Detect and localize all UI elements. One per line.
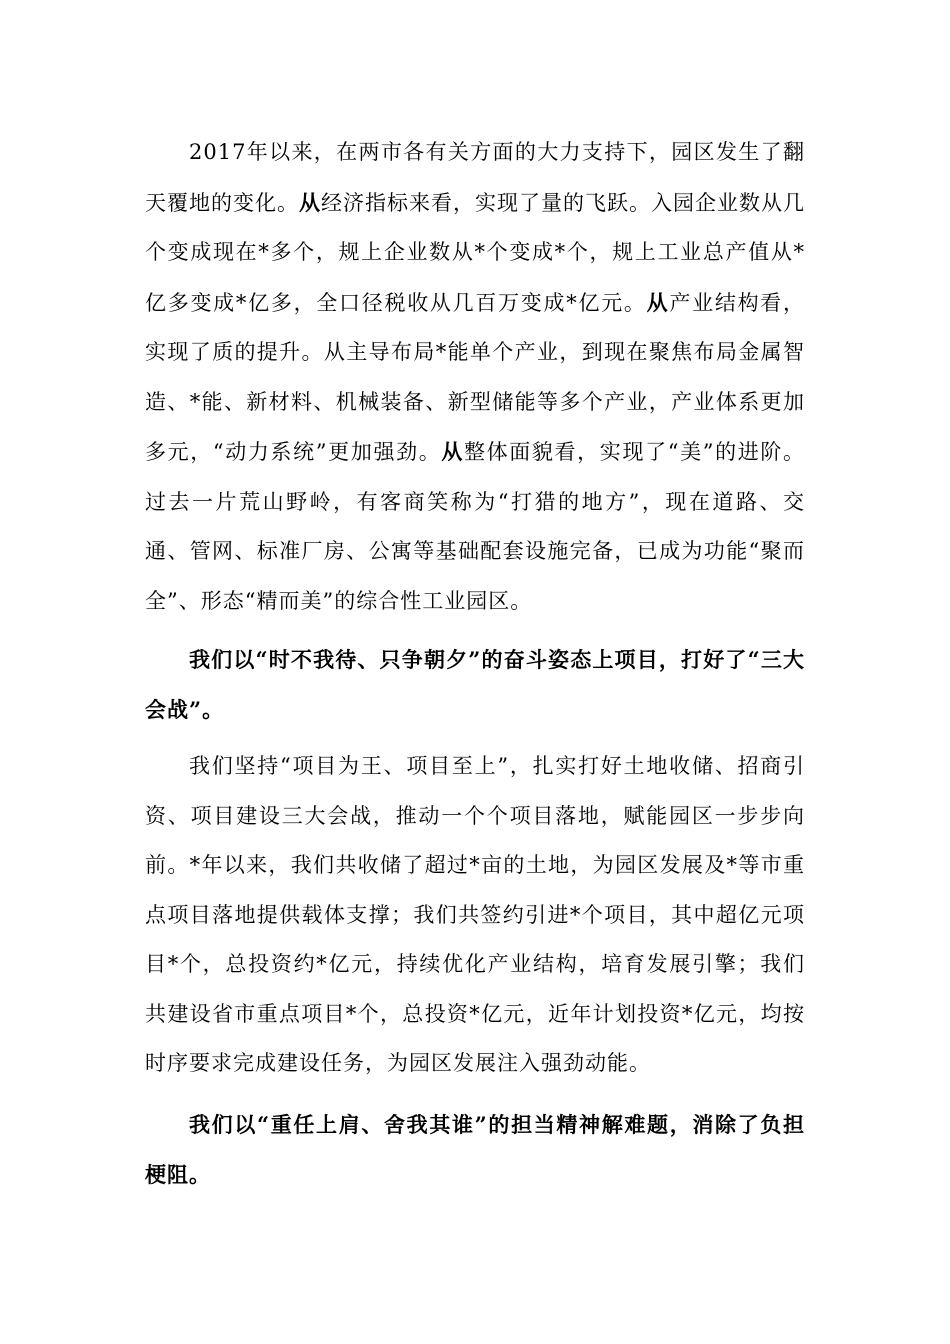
- section-heading-projects: 我们以“时不我待、只争朝夕”的奋斗姿态上项目，打好了“三大会战”。: [145, 647, 805, 722]
- paragraph-text: 经济指标来看，实现了量的飞跃。入园企业数从几个变成现在*多个，规上企业数从*个变成*个，规上工业总产值从*亿多变成*亿多，全口径税收从几百万变成*亿元。: [145, 190, 805, 315]
- section-heading-burden: 我们以“重任上肩、舍我其谁”的担当精神解难题，消除了负担梗阻。: [145, 1112, 805, 1187]
- paragraph-text: 整体面貌看，实现了“美”的进阶。过去一片荒山野岭，有客商笑称为“打猎的地方”，现在道路、交通、管网、标准厂房、公寓等基础配套设施完备，已成为功能“聚而全”、形态“精而美”的综合性工业园区。: [145, 440, 805, 613]
- paragraph-text: 2017年以来，在两市各有关方面的大力支持下，园区发生了翻天覆地的变化。: [145, 140, 805, 215]
- paragraph-text: 产业结构看，实现了质的提升。从主导布局*能单个产业，到现在聚焦布局金属智造、*能、新材料、机械装备、新型储能等多个产业，产业体系更加多元，“动力系统”更加强劲。: [145, 290, 806, 464]
- body-paragraph-projects: 我们坚持“项目为王、项目至上”，扎实打好土地收储、招商引资、项目建设三大会战，推动一个个项目落地，赋能园区一步步向前。*年以来，我们共收储了超过*亩的土地，为园区发展及*等市重点项目落地提供载体支撑；我们共签约引进*个项目，其中超亿元项目*个，总投资约*亿元，持续优化产业结构，培育发展引擎；我们共建设省市重点项目*个，总投资*亿元，近年计划投资*亿元，均按时序要求完成建设任务，为园区发展注入强劲动能。: [145, 754, 805, 1075]
- lead-word: 从: [299, 189, 321, 215]
- lead-word: 从: [646, 289, 670, 315]
- body-paragraph-development: [145, 128, 805, 626]
- lead-word: 从: [441, 439, 464, 464]
